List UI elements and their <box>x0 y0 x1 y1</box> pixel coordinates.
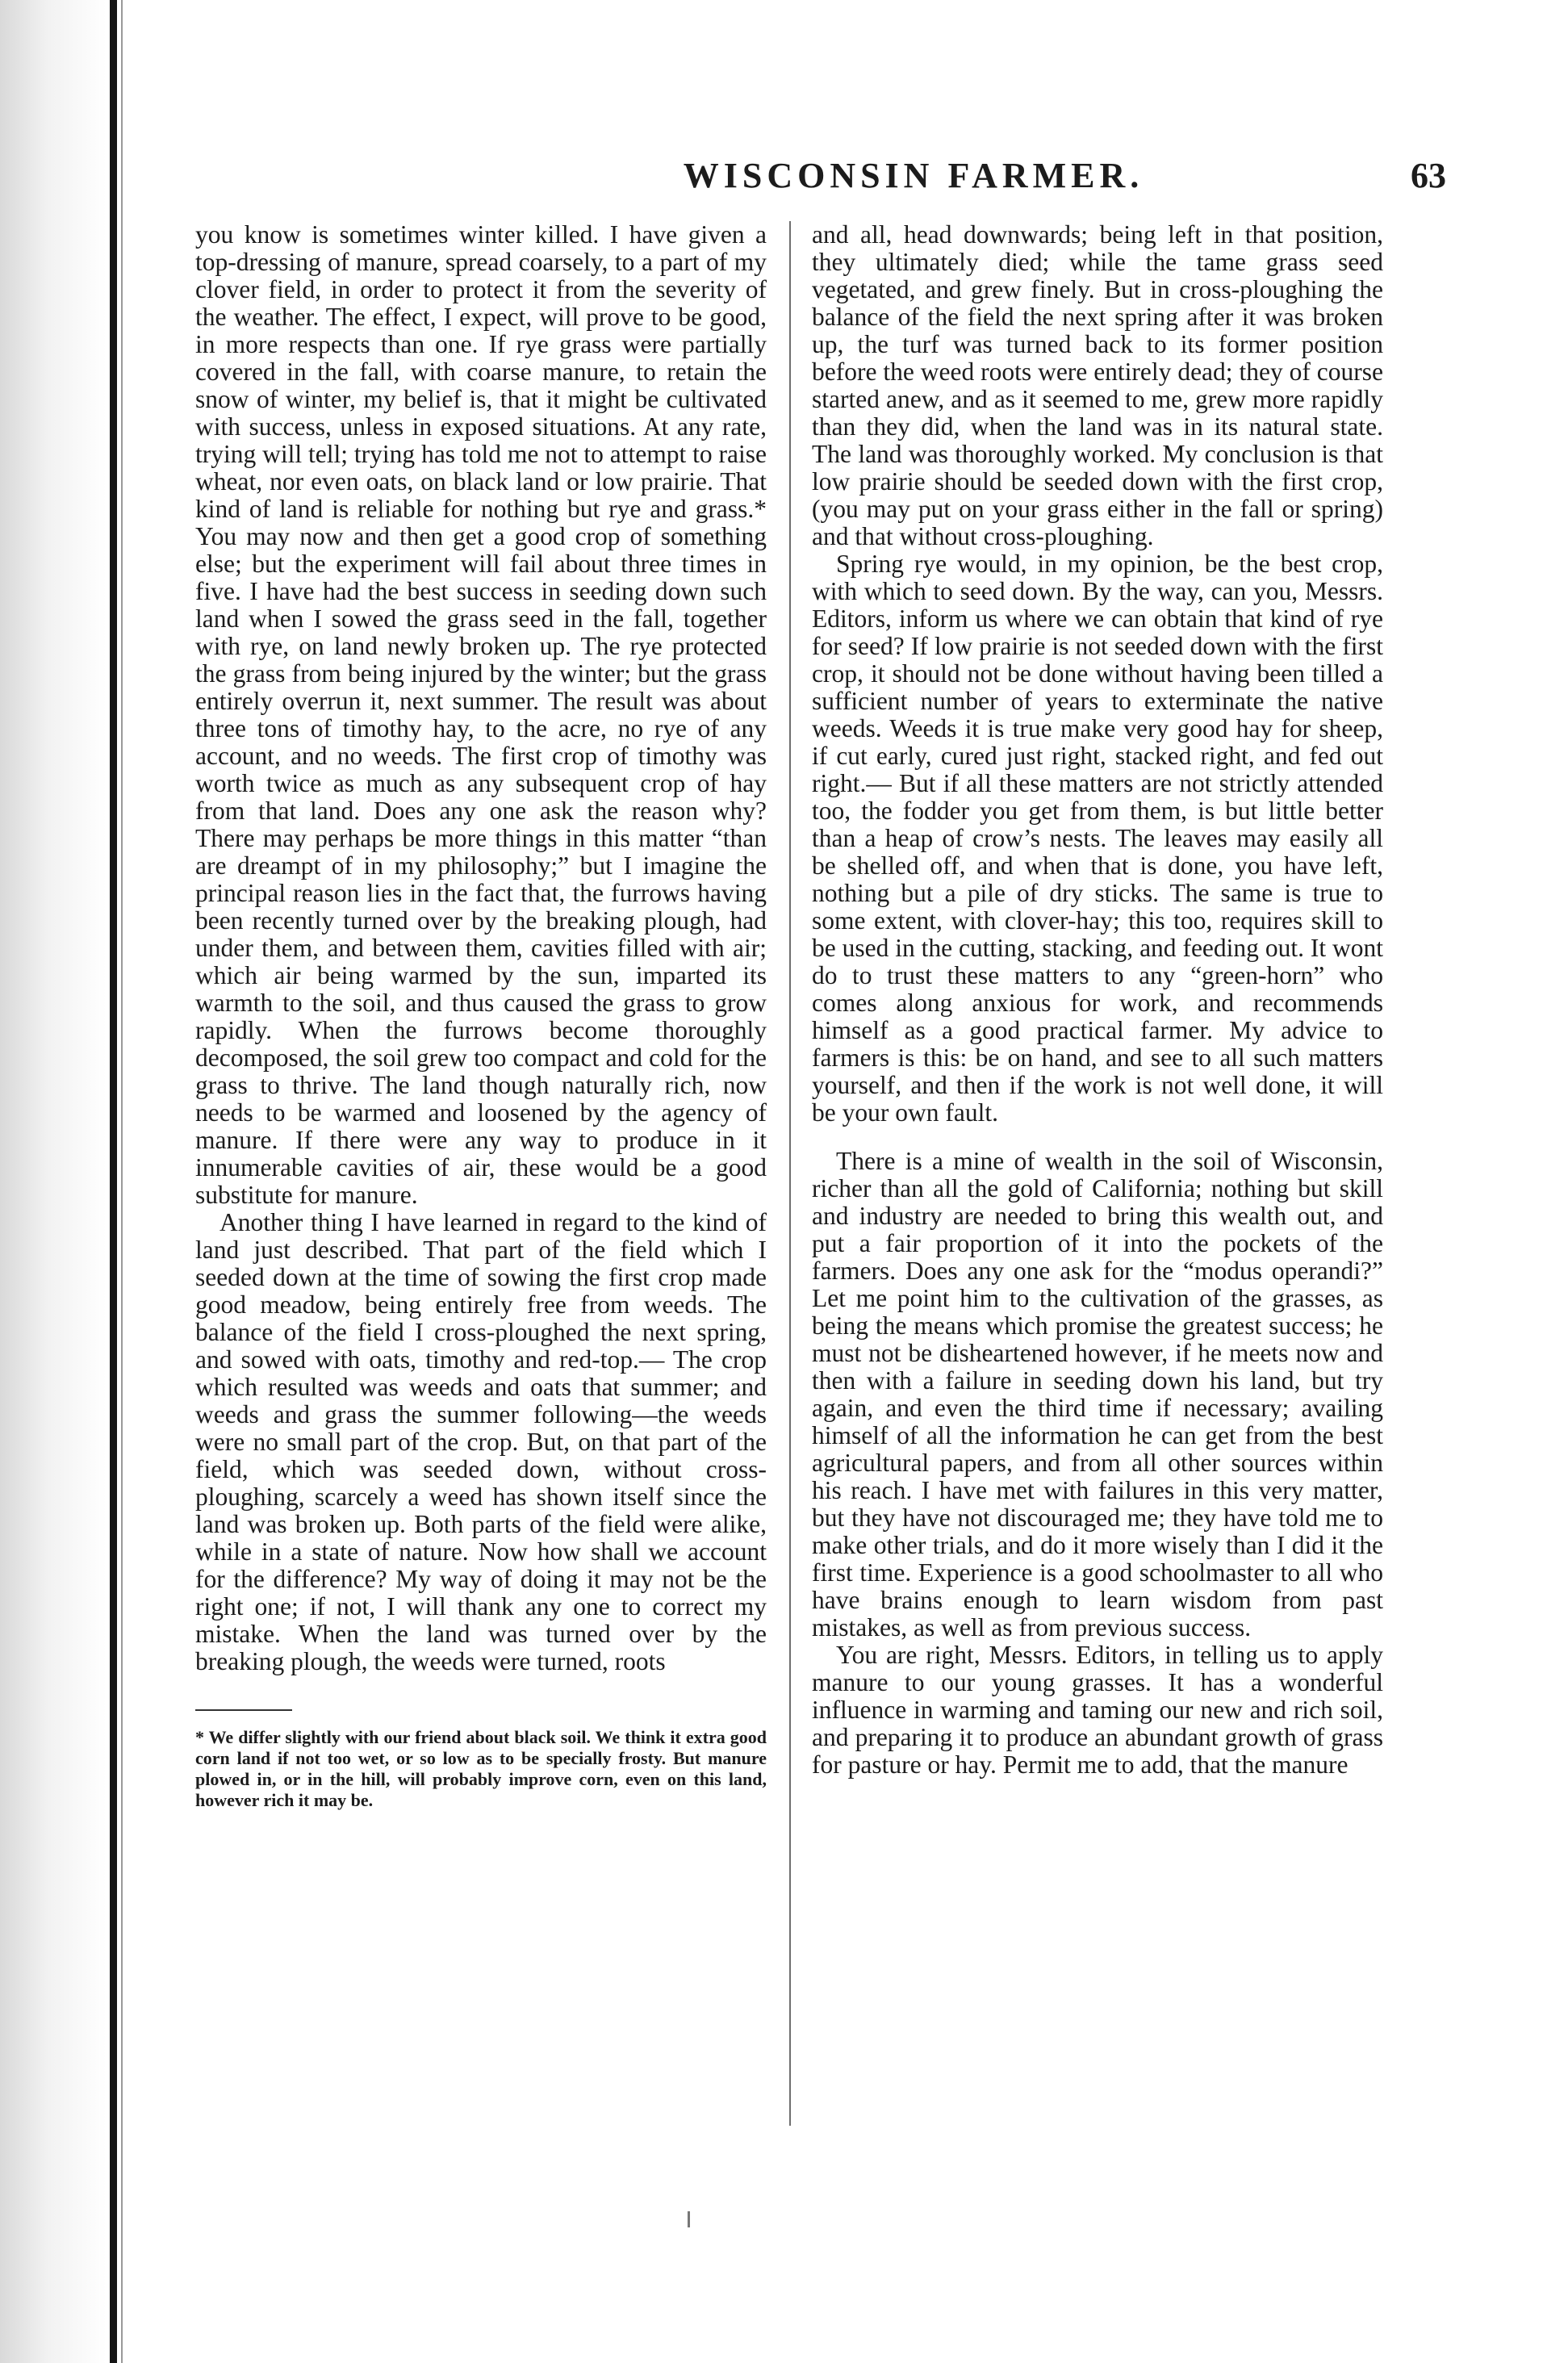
page-number: 63 <box>1411 156 1446 195</box>
paragraph: There is a mine of wealth in the soil of Wisconsin, richer than all the gold of California; nothing but skill and industry are needed to bring this wealth out, and put a fair proportion of it into the pockets of the farmers. Does any one ask for the “modus operandi?” Let me point him to the cultivation of the grasses, as being the means which promise the greatest success; he must not be disheartened however, if he meets now and then with a failure in seeding down his land, but try again, and even the third time if necessary; availing himself of all the information he can get from the best agricultural papers, and from all other sources within his reach. I have met with failures in this very matter, but they have not discouraged me; they have told me to make other trials, and do it more wisely than I did it the first time. Experience is a good schoolmaster to all who have brains enough to learn wisdom from past mistakes, as well as from previous success. <box>812 1147 1383 1642</box>
paragraph: You are right, Messrs. Editors, in telling us to apply manure to our young grasses. It has a wonderful influence in warming and taming our new and rich soil, and preparing it to produce an abundant growth of grass for pasture or hay. Permit me to add, that the manure <box>812 1641 1383 1779</box>
page-header <box>195 155 1446 211</box>
binding-rule-inner <box>121 0 123 2363</box>
stray-ink-mark <box>688 2211 690 2227</box>
binding-edge-shadow <box>0 0 107 2363</box>
paragraph: Another thing I have learned in regard to the kind of land just described. That part of the field which I seeded down at the time of sowing the first crop made good meadow, being entirely free from weeds. The balance of the field I cross-ploughed the next spring, and sowed with oats, timothy and red-top.— The crop which resulted was weeds and oats that summer; and weeds and grass the summer following—the weeds were no small part of the crop. But, on that part of the field, which was seeded down, without cross-ploughing, scarcely a weed has shown itself since the land was broken up. Both parts of the field were alike, while in a state of nature. Now how shall we account for the difference? My way of doing it may not be the right one; if not, I will thank any one to correct my mistake. When the land was turned over by the breaking plough, the weeds were turned, roots <box>195 1208 767 1675</box>
running-head: WISCONSIN FARMER. <box>683 156 1144 195</box>
right-column <box>812 221 1383 2142</box>
paragraph: you know is sometimes winter killed. I have given a top-dressing of manure, spread coarsely, to a part of my clover field, in order to protect it from the severity of the weather. The effect, I expect, will prove to be good, in more respects than one. If rye grass were partially covered in the fall, with coarse manure, to retain the snow of winter, my belief is, that it might be cultivated with success, unless in exposed situations. At any rate, trying will tell; trying has told me not to attempt to raise wheat, nor even oats, on black land or low prairie. That kind of land is reliable for nothing but rye and grass.* You may now and then get a good crop of something else; but the experiment will fail about three times in five. I have had the best success in seeding down such land when I sowed the grass seed in the fall, together with rye, on land newly broken up. The rye protected the grass from being injured by the winter; but the grass entirely overrun it, next summer. The result was about three tons of timothy hay, to the acre, no rye of any account, and no weeds. The first crop of timothy was worth twice as much as any subsequent crop of hay from that land. Does any one ask the reason why? There may perhaps be more things in this matter “than are dreampt of in my philosophy;” but I imagine the principal reason lies in the fact that, the furrows having been recently turned over by the breaking plough, had under them, and between them, cavities filled with air; which air being warmed by the sun, imparted its warmth to the soil, and thus caused the grass to grow rapidly. When the furrows become thoroughly decomposed, the soil grew too compact and cold for the grass to thrive. The land though naturally rich, now needs to be warmed and loosened by the agency of manure. If there were any way to produce in it innumerable cavities of air, these would be a good substitute for manure. <box>195 221 767 1209</box>
paragraph: Spring rye would, in my opinion, be the best crop, with which to seed down. By the way, can you, Messrs. Editors, inform us where we can obtain that kind of rye for seed? If low prairie is not seeded down with the first crop, it should not be done without having been tilled a sufficient number of years to exterminate the native weeds. Weeds it is true make very good hay for sheep, if cut early, cured just right, stacked right, and fed out right.— But if all these matters are not strictly attended too, the fodder you get from them, is but little better than a heap of crow’s nests. The leaves may easily all be shelled off, and when that is done, you have left, nothing but a pile of dry sticks. The same is true to some extent, with clover-hay; this too, requires skill to be used in the cutting, stacking, and feeding out. It wont do to trust these matters to any “green-horn” who comes along anxious for work, and recommends himself as a good practical farmer. My advice to farmers is this: be on hand, and see to all such matters yourself, and then if the work is not well done, it will be your own fault. <box>812 550 1383 1127</box>
footnote: * We differ slightly with our friend about black soil. We think it extra good corn land if not too wet, or so low as to be specially frosty. But manure plowed in, or in the hill, will probably improve corn, even on this land, however rich it may be. <box>195 1727 767 1810</box>
column-divider <box>789 221 791 2126</box>
footnote-rule <box>195 1709 292 1711</box>
paragraph: and all, head downwards; being left in that position, they ultimately died; while the tame grass seed vegetated, and grew finely. But in cross-ploughing the balance of the field the next spring after it was broken up, the turf was turned back to its former position before the weed roots were entirely dead; they of course started anew, and as it seemed to me, grew more rapidly than they did, when the land was in its natural state. The land was thoroughly worked. My conclusion is that low prairie should be seeded down with the first crop, (you may put on your grass either in the fall or spring) and that without cross-ploughing. <box>812 221 1383 550</box>
left-column <box>195 221 767 2142</box>
binding-rule <box>110 0 117 2363</box>
